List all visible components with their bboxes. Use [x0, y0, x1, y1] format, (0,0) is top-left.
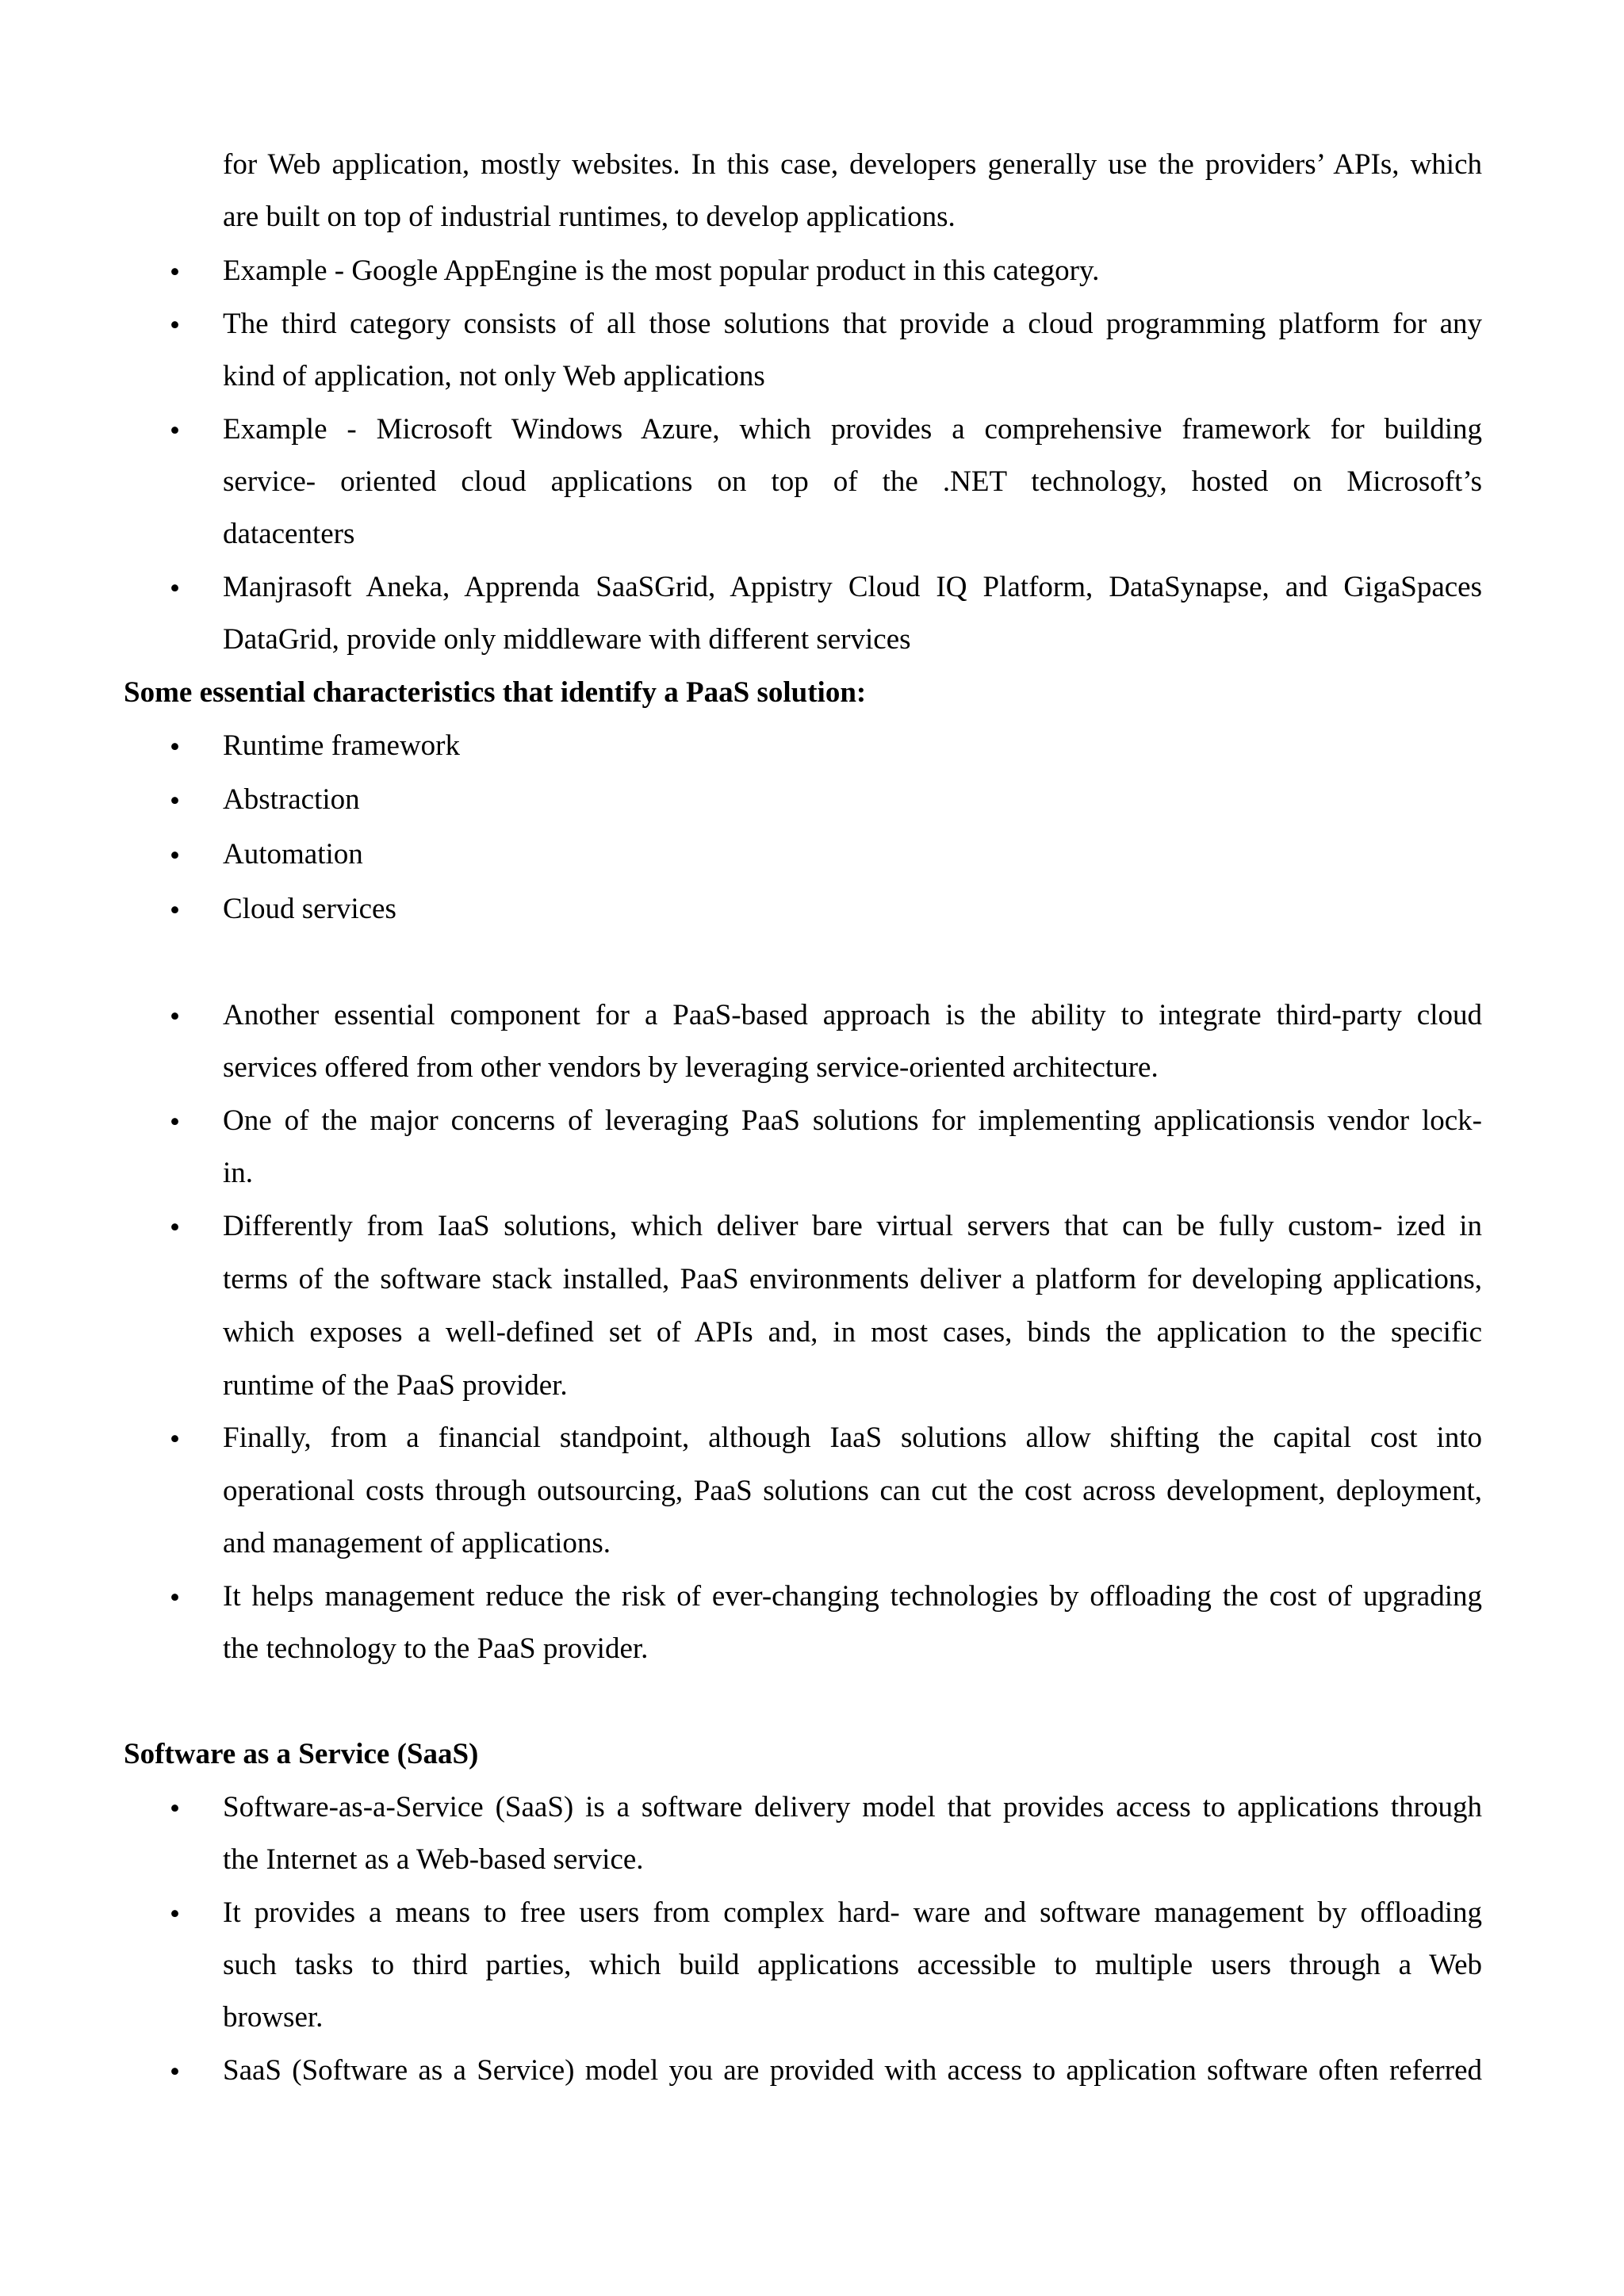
- list-item-line: Differently from IaaS solutions, which deliver bare virtual servers that can be fully custom- ized in: [223, 1210, 1482, 1242]
- list-item-line: Cloud services: [223, 893, 396, 925]
- list-item-line: such tasks to third parties, which build applications accessible to multiple users through a Web: [223, 1949, 1482, 1981]
- list-item-line: Another essential component for a PaaS-based approach is the ability to integrate third-party cloud: [223, 999, 1482, 1031]
- list-item-line: services offered from other vendors by leveraging service-oriented architecture.: [223, 1051, 1159, 1084]
- list-item-line: Manjrasoft Aneka, Apprenda SaaSGrid, Appistry Cloud IQ Platform, DataSynapse, and GigaSpaces: [223, 571, 1482, 603]
- bullet-icon: •: [170, 840, 180, 872]
- list-item-line: Example - Microsoft Windows Azure, which provides a comprehensive framework for building: [223, 413, 1482, 446]
- list-item-line: The third category consists of all those solutions that provide a cloud programming platform for any: [223, 308, 1482, 340]
- list-item-line: It provides a means to free users from complex hard- ware and software management by offloading: [223, 1896, 1482, 1929]
- paragraph-line: for Web application, mostly websites. In this case, developers generally use the providers’ APIs, which: [223, 148, 1482, 181]
- bullet-icon: •: [170, 256, 180, 289]
- bullet-icon: •: [170, 1001, 180, 1033]
- bullet-icon: •: [170, 309, 180, 342]
- list-item-line: Abstraction: [223, 783, 360, 816]
- bullet-icon: •: [170, 1793, 180, 1825]
- bullet-icon: •: [170, 572, 180, 605]
- list-item-line: the technology to the PaaS provider.: [223, 1632, 649, 1665]
- list-item-line: DataGrid, provide only middleware with different services: [223, 623, 911, 656]
- list-item-line: browser.: [223, 2001, 324, 2034]
- list-item-line: Automation: [223, 838, 363, 871]
- bullet-icon: •: [170, 1106, 180, 1138]
- bullet-icon: •: [170, 785, 180, 817]
- bullet-icon: •: [170, 1211, 180, 1244]
- list-item-line: Finally, from a financial standpoint, although IaaS solutions allow shifting the capital cost into: [223, 1422, 1482, 1454]
- list-item-line: which exposes a well-defined set of APIs and, in most cases, binds the application to the specific: [223, 1316, 1482, 1349]
- paragraph-line: are built on top of industrial runtimes, to develop applications.: [223, 201, 956, 233]
- list-item-line: the Internet as a Web-based service.: [223, 1843, 644, 1876]
- list-item-line: service- oriented cloud applications on top of the .NET technology, hosted on Microsoft’s: [223, 465, 1482, 498]
- list-item-line: SaaS (Software as a Service) model you are provided with access to application software often referred: [223, 2054, 1482, 2087]
- bullet-icon: •: [170, 2056, 180, 2088]
- bullet-icon: •: [170, 415, 180, 447]
- list-item-line: It helps management reduce the risk of ever-changing technologies by offloading the cost of upgrading: [223, 1580, 1482, 1613]
- characteristics-heading: Some essential characteristics that identify a PaaS solution:: [124, 676, 867, 709]
- list-item-line: and management of applications.: [223, 1527, 611, 1559]
- list-item-line: Example - Google AppEngine is the most popular product in this category.: [223, 254, 1100, 287]
- saas-heading: Software as a Service (SaaS): [124, 1738, 479, 1770]
- bullet-icon: •: [170, 894, 180, 927]
- list-item-line: Software-as-a-Service (SaaS) is a software delivery model that provides access to applications through: [223, 1791, 1482, 1823]
- bullet-icon: •: [170, 731, 180, 763]
- bullet-icon: •: [170, 1423, 180, 1456]
- list-item-line: runtime of the PaaS provider.: [223, 1369, 568, 1402]
- list-item-line: in.: [223, 1157, 254, 1189]
- list-item-line: One of the major concerns of leveraging PaaS solutions for implementing applicationsis vendor lock-: [223, 1104, 1482, 1137]
- bullet-icon: •: [170, 1582, 180, 1614]
- bullet-icon: •: [170, 1898, 180, 1931]
- list-item-line: terms of the software stack installed, PaaS environments deliver a platform for developing applications,: [223, 1263, 1482, 1295]
- list-item-line: operational costs through outsourcing, PaaS solutions can cut the cost across development, deployment,: [223, 1475, 1482, 1507]
- list-item-line: datacenters: [223, 518, 355, 550]
- list-item-line: kind of application, not only Web applications: [223, 360, 765, 392]
- list-item-line: Runtime framework: [223, 729, 460, 762]
